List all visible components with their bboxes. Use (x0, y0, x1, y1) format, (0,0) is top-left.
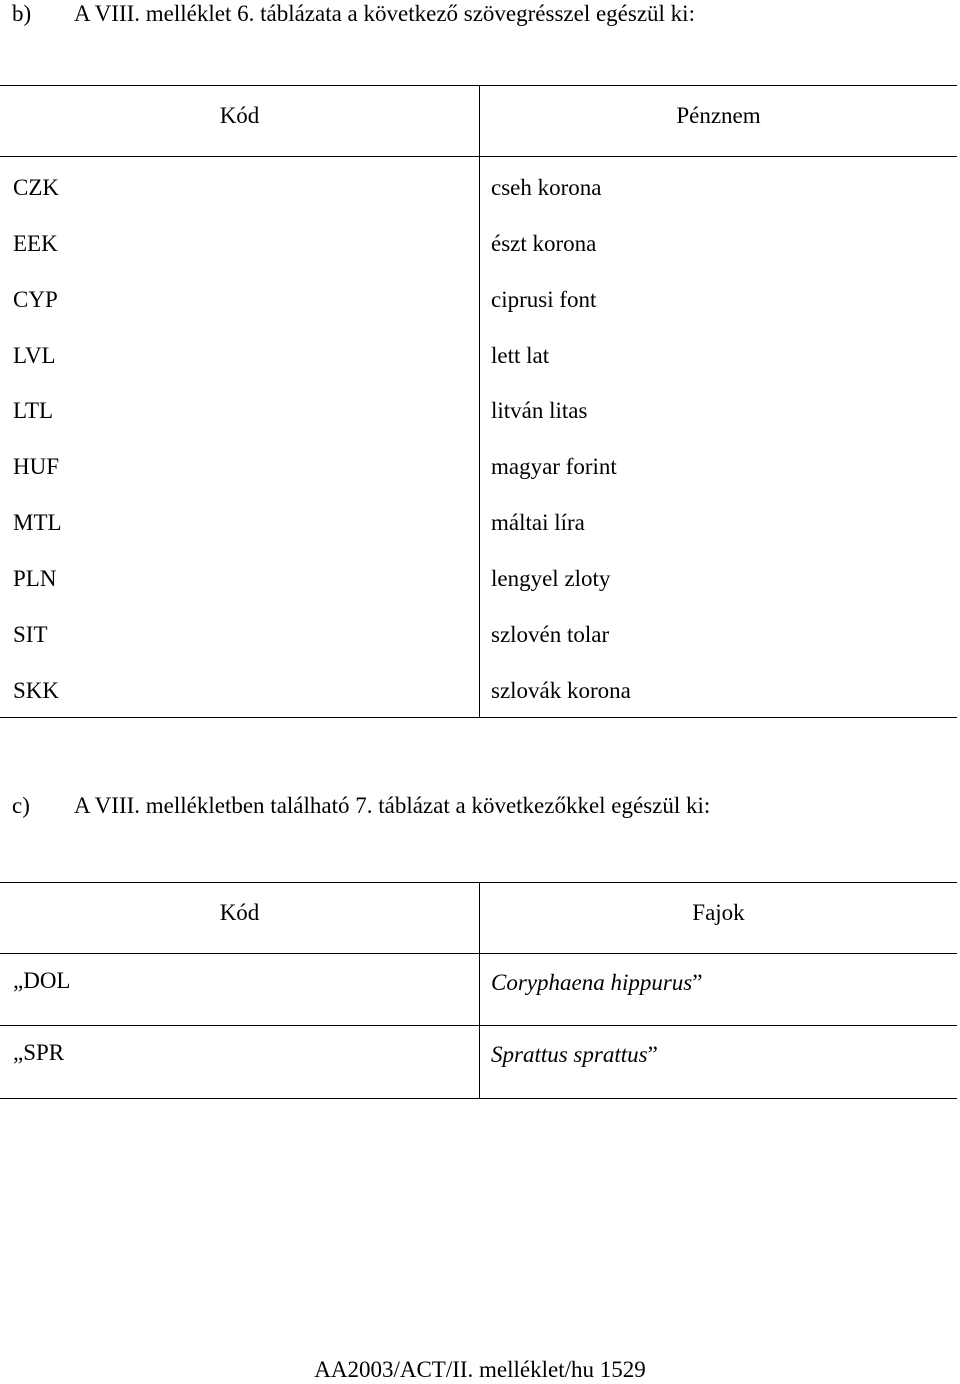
species-name: Coryphaena hippurus (491, 970, 693, 995)
header-currency: Pénznem (676, 103, 761, 128)
section-b-marker: b) (12, 1, 32, 26)
species-code: „SPR (13, 1040, 65, 1065)
currency-name: lett lat (491, 343, 550, 368)
header-species: Fajok (692, 900, 745, 925)
closing-quote: ” (692, 970, 703, 995)
currency-code: CYP (13, 287, 58, 312)
currency-name: lengyel zloty (491, 566, 611, 591)
header-divider (0, 156, 957, 157)
column-divider (479, 86, 480, 717)
currency-name: máltai líra (491, 510, 585, 535)
section-c-marker: c) (12, 793, 30, 818)
currency-code: MTL (13, 510, 62, 535)
currency-code: LVL (13, 343, 56, 368)
species-entry (491, 969, 702, 997)
section-b-text: A VIII. melléklet 6. táblázata a következő szövegrésszel egészül ki: (74, 1, 695, 26)
currency-name: magyar forint (491, 454, 617, 479)
currency-code: SKK (13, 678, 60, 703)
species-entry (491, 1041, 658, 1069)
currency-name: cseh korona (491, 175, 602, 200)
section-b-heading (12, 0, 695, 28)
species-name: Sprattus sprattus (491, 1042, 648, 1067)
header-divider (0, 953, 957, 954)
currency-name: észt korona (491, 231, 597, 256)
header-code: Kód (219, 103, 260, 128)
currency-name: ciprusi font (491, 287, 597, 312)
currency-name: litván litas (491, 398, 588, 423)
currency-name: szlovák korona (491, 678, 631, 703)
header-code: Kód (219, 900, 260, 925)
section-c-text: A VIII. mellékletben található 7. táblázat a következőkkel egészül ki: (74, 793, 711, 818)
currency-code: CZK (13, 175, 59, 200)
closing-quote: ” (647, 1042, 658, 1067)
species-table (0, 882, 957, 1099)
currency-code: HUF (13, 454, 60, 479)
currency-name: szlovén tolar (491, 622, 610, 647)
species-code: „DOL (13, 968, 71, 993)
currency-table (0, 85, 957, 718)
currency-code: EEK (13, 231, 58, 256)
page-footer: AA2003/ACT/II. melléklet/hu 1529 (314, 1357, 646, 1382)
currency-code: PLN (13, 566, 57, 591)
section-c-heading (12, 792, 710, 820)
row-divider (0, 1025, 957, 1026)
currency-code: SIT (13, 622, 48, 647)
currency-code: LTL (13, 398, 54, 423)
